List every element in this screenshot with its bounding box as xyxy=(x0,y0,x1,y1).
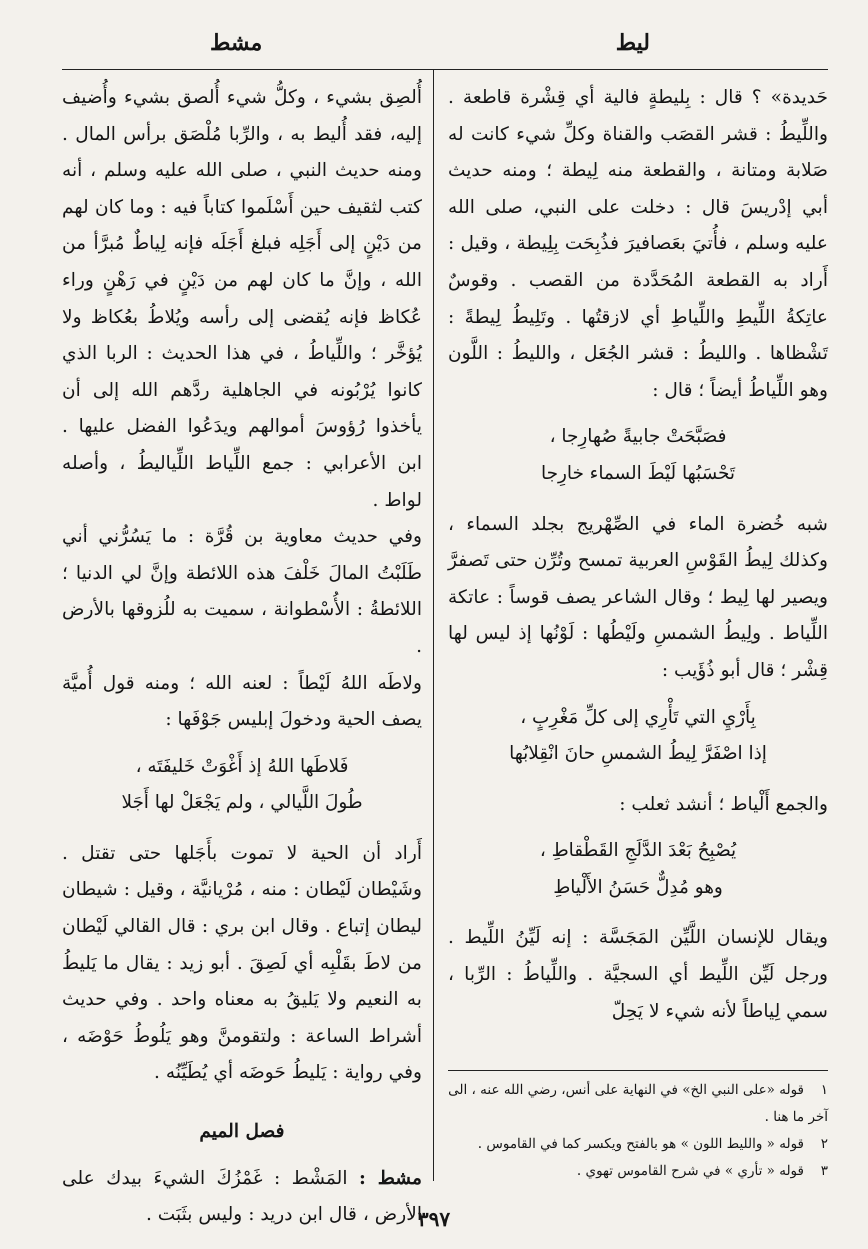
footnotes xyxy=(448,1070,828,1185)
verse-block xyxy=(448,419,828,492)
footnote-number: ٣ xyxy=(820,1163,828,1179)
paragraph: ويقال للإنسان اللَّيِّن المَجَسَّة : إنه لَيِّنُ اللِّيط . ورجل لَيِّن اللِّيط أي السجيَّة . واللِّياطُ : الرِّبا ، سمي لِياطاً لأنه شيء لا يَحِلّ xyxy=(448,927,828,1022)
column-divider xyxy=(433,69,434,1181)
page-number: ٣٩٧ xyxy=(417,1207,451,1231)
verse-line: يُصْبِحُ بَعْدَ الدَّلَجِ القَطْقاطِ ، xyxy=(539,840,737,862)
verse-line: طُولَ اللَّيالي ، ولم يَجْعَلْ لها أَجَلا xyxy=(121,792,363,814)
verse-line: بِأَرْيِ التي تَأْرِي إلى كلِّ مَغْرِبٍ ، xyxy=(520,706,756,728)
paragraph: والجمع أَلْياط ؛ أنشد ثعلب : xyxy=(619,793,828,815)
right-column xyxy=(448,80,828,1030)
left-column xyxy=(62,80,422,1234)
footnote-text: قوله «على النبي الخ» في النهاية على أنس، رضي الله عنه ، الى آخر ما هنا . xyxy=(448,1082,828,1125)
footnote-text: قوله « تأري » في شرح القاموس تهوي . xyxy=(576,1163,804,1179)
paragraph: أَراد أن الحية لا تموت بأَجَلها حتى تقتل . وشَيْطان لَيْطان : منه ، مُرْيانيَّة ، وقيل : شيطان ليطان إتباع . وقال ابن بري : قال القالي لَيْطان من لاطَ بقَلْبِه أي لَصِقَ . أبو زيد : يقال ما يَليطُ به النعيم ولا يَليقُ به معناه واحد . وفي حديث أشراط الساعة : ولتقومنَّ وهو يَلُوطُ حَوْضَه ، وفي رواية : يَليطُ حَوضَه أي يُطَيِّنُه . xyxy=(62,842,422,1084)
paragraph: شبه خُضرة الماء في الصِّهْريج بجلد السماء ، وكذلك لِيطُ القَوْسِ العربية تمسح وتُرِّن حتى تَصفرَّ ويصير لها لِيط ؛ وقال الشاعر يصف قوساً : عاتكة اللِّياط . ولِيطُ الشمسِ ولَيْطُها : لَوْنُها إذ ليس لها قِشْر ؛ قال أبو ذُؤَيب : xyxy=(448,513,828,681)
verse-line: وهو مُدِلٌّ حَسَنُ الأَلْياطِ xyxy=(553,876,723,898)
paragraph: حَديدة» ؟ قال : بِليطةٍ فالية أي قِشْرة قاطعة . واللِّيطُ : قشر القصَب والقناة وكلِّ شيء كانت له صَلابة ومتانة ، والقطعة منه لِيطة ؛ ومنه حديث أبي إدْريسَ قال : دخلت على النبي، صلى الله عليه وسلم ، فأُتيَ بعَصافيرَ فذُبِحَت بِلِيطة ، وقيل : أَراد به القطعة المُحَدَّدة من القصب . وقوسٌ عاتِكةُ اللِّيطِ واللِّياطِ أي لازقتُها . وتَلِيطُ لِيطةً : تَشْظاها . والليطُ : قشر الجُعَل ، والليطُ : اللَّون وهو اللِّياطُ أيضاً ؛ قال : xyxy=(448,87,828,401)
footnote xyxy=(448,1077,828,1131)
footnote xyxy=(448,1158,828,1185)
verse-line: فصَبَّحَتْ جابيةً صُهارِجا ، xyxy=(549,426,727,448)
verse-block xyxy=(448,833,828,906)
paragraph: أُلصِق بشيء ، وكلُّ شيء أُلصق بشيء وأُضيف إليه، فقد أُليط به ، والرِّبا مُلْصَق برأس المال . ومنه حديث النبي ، صلى الله عليه وسلم ، أنه كتب لثقيف حين أَسْلَموا كتاباً فيه : وما كان لهم من دَيْنٍ إلى أَجَلِه فبلغ أَجَلَه فإنه لِياطٌ مُبرَّأ من الله ، وإنَّ ما كان لهم من دَيْنٍ في رَهْنٍ وراء عُكاظ فإنه يُقضى إلى رأسه ويُلاطُ بعُكاظ ولا يُؤخَّر ؛ واللِّياطُ ، في هذا الحديث : الربا الذي كانوا يُرْبُونه في الجاهلية ردَّهم الله إلى أن يأخذوا رُؤوسَ أموالهم ويدَعُوا الفضل عليها . ابن الأعرابي : جمع اللِّياط اللِّياليطُ ، وأصله لواط . xyxy=(62,87,422,511)
paragraph: ولاطَه اللهُ لَيْطاً : لعنه الله ؛ ومنه قول أُميَّة يصف الحية ودخولَ إبليس جَوْفَها : xyxy=(62,672,422,731)
top-rule xyxy=(62,69,828,70)
verse-line: فَلاطَها اللهُ إذ أَغْوَتْ خَليفَتَه ، xyxy=(135,755,349,777)
verse-block xyxy=(62,749,422,822)
verse-block xyxy=(448,700,828,773)
section-title: فصل الميم xyxy=(199,1121,285,1143)
footnote-number: ٢ xyxy=(820,1136,828,1152)
paragraph: وفي حديث معاوية بن قُرَّة : ما يَسُرُّني أني طَلَبْتُ المالَ خَلْفَ هذه اللائطة وإنَّ لي الدنيا ؛ اللائطةُ : الأُسْطوانة ، سميت به للُزوقها بالأرض . xyxy=(62,526,422,657)
entry-text: المَشْط : غَمْزُكَ الشيءَ بيدك على الأرض ، قال ابن دريد : وليس بثَبَت . xyxy=(62,1167,422,1226)
entry-headword: مشط : xyxy=(358,1167,422,1189)
header-right-word: ليط xyxy=(615,30,650,56)
verse-line: تَحْسَبُها لَيْطَ السماء خارِجا xyxy=(541,462,735,484)
footnote-text: قوله « والليط اللون » هو بالفتح ويكسر كما في القاموس . xyxy=(477,1136,804,1152)
verse-line: إذا اصْفَرَّ لِيطُ الشمسِ حانَ انْقِلابُها xyxy=(509,743,767,765)
footnote-number: ١ xyxy=(820,1082,828,1098)
footnote xyxy=(448,1131,828,1158)
header-left-word: مشط xyxy=(210,30,263,56)
